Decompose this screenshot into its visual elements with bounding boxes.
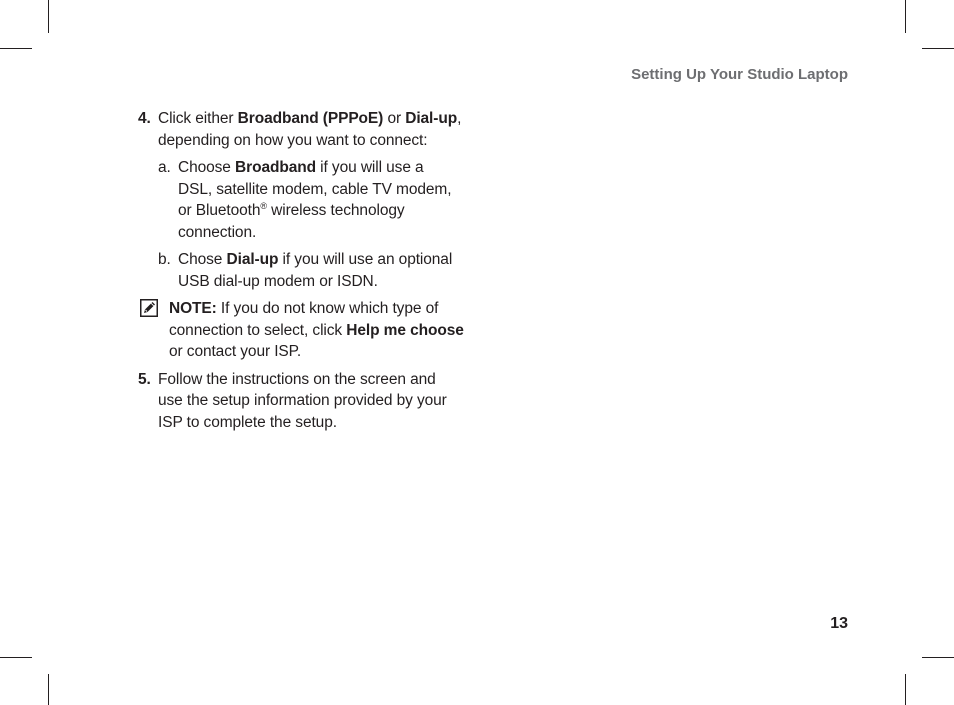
step-text: Click either Broadband (PPPoE) or Dial-up, depending on how you want to connect:: [158, 110, 462, 149]
crop-mark: [922, 48, 954, 49]
pencil-note-icon: [140, 299, 158, 317]
crop-mark: [48, 0, 49, 33]
step-4: [138, 108, 483, 292]
crop-mark: [0, 657, 32, 658]
substep-letter: b.: [158, 251, 171, 268]
page-number: 13: [830, 615, 848, 632]
crop-mark: [48, 674, 49, 705]
dial-up-term: Dial-up: [226, 251, 279, 268]
step-number: 4.: [138, 110, 151, 127]
dial-up-term: Dial-up: [405, 110, 458, 127]
step-5: 5. Follow the instructions on the screen and use the setup information provided by your ISP to complete the setup.: [138, 370, 447, 431]
help-me-choose-term: Help me choose: [346, 321, 464, 339]
crop-mark: [905, 674, 906, 705]
crop-mark: [0, 48, 32, 49]
broadband-term: Broadband: [235, 159, 316, 176]
crop-mark: [922, 657, 954, 658]
note: NOTE: If you do not know which type of connection to select, click Help me choose or contact your ISP.: [138, 298, 483, 363]
broadband-pppoe-term: Broadband (PPPoE): [237, 110, 384, 127]
substep-a: a. Choose Broadband if you will use a DSL, satellite modem, cable TV modem, or Bluetooth® wireless technology connection.: [158, 159, 452, 241]
substep-letter: a.: [158, 159, 171, 176]
crop-mark: [905, 0, 906, 33]
note-label: NOTE:: [169, 300, 217, 317]
substep-b: b. Chose Dial-up if you will use an optional USB dial-up modem or ISDN.: [158, 251, 453, 290]
step-number: 5.: [138, 370, 151, 388]
page-content: [138, 108, 483, 439]
running-header: Setting Up Your Studio Laptop: [631, 66, 848, 83]
registered-mark: ®: [260, 200, 267, 211]
